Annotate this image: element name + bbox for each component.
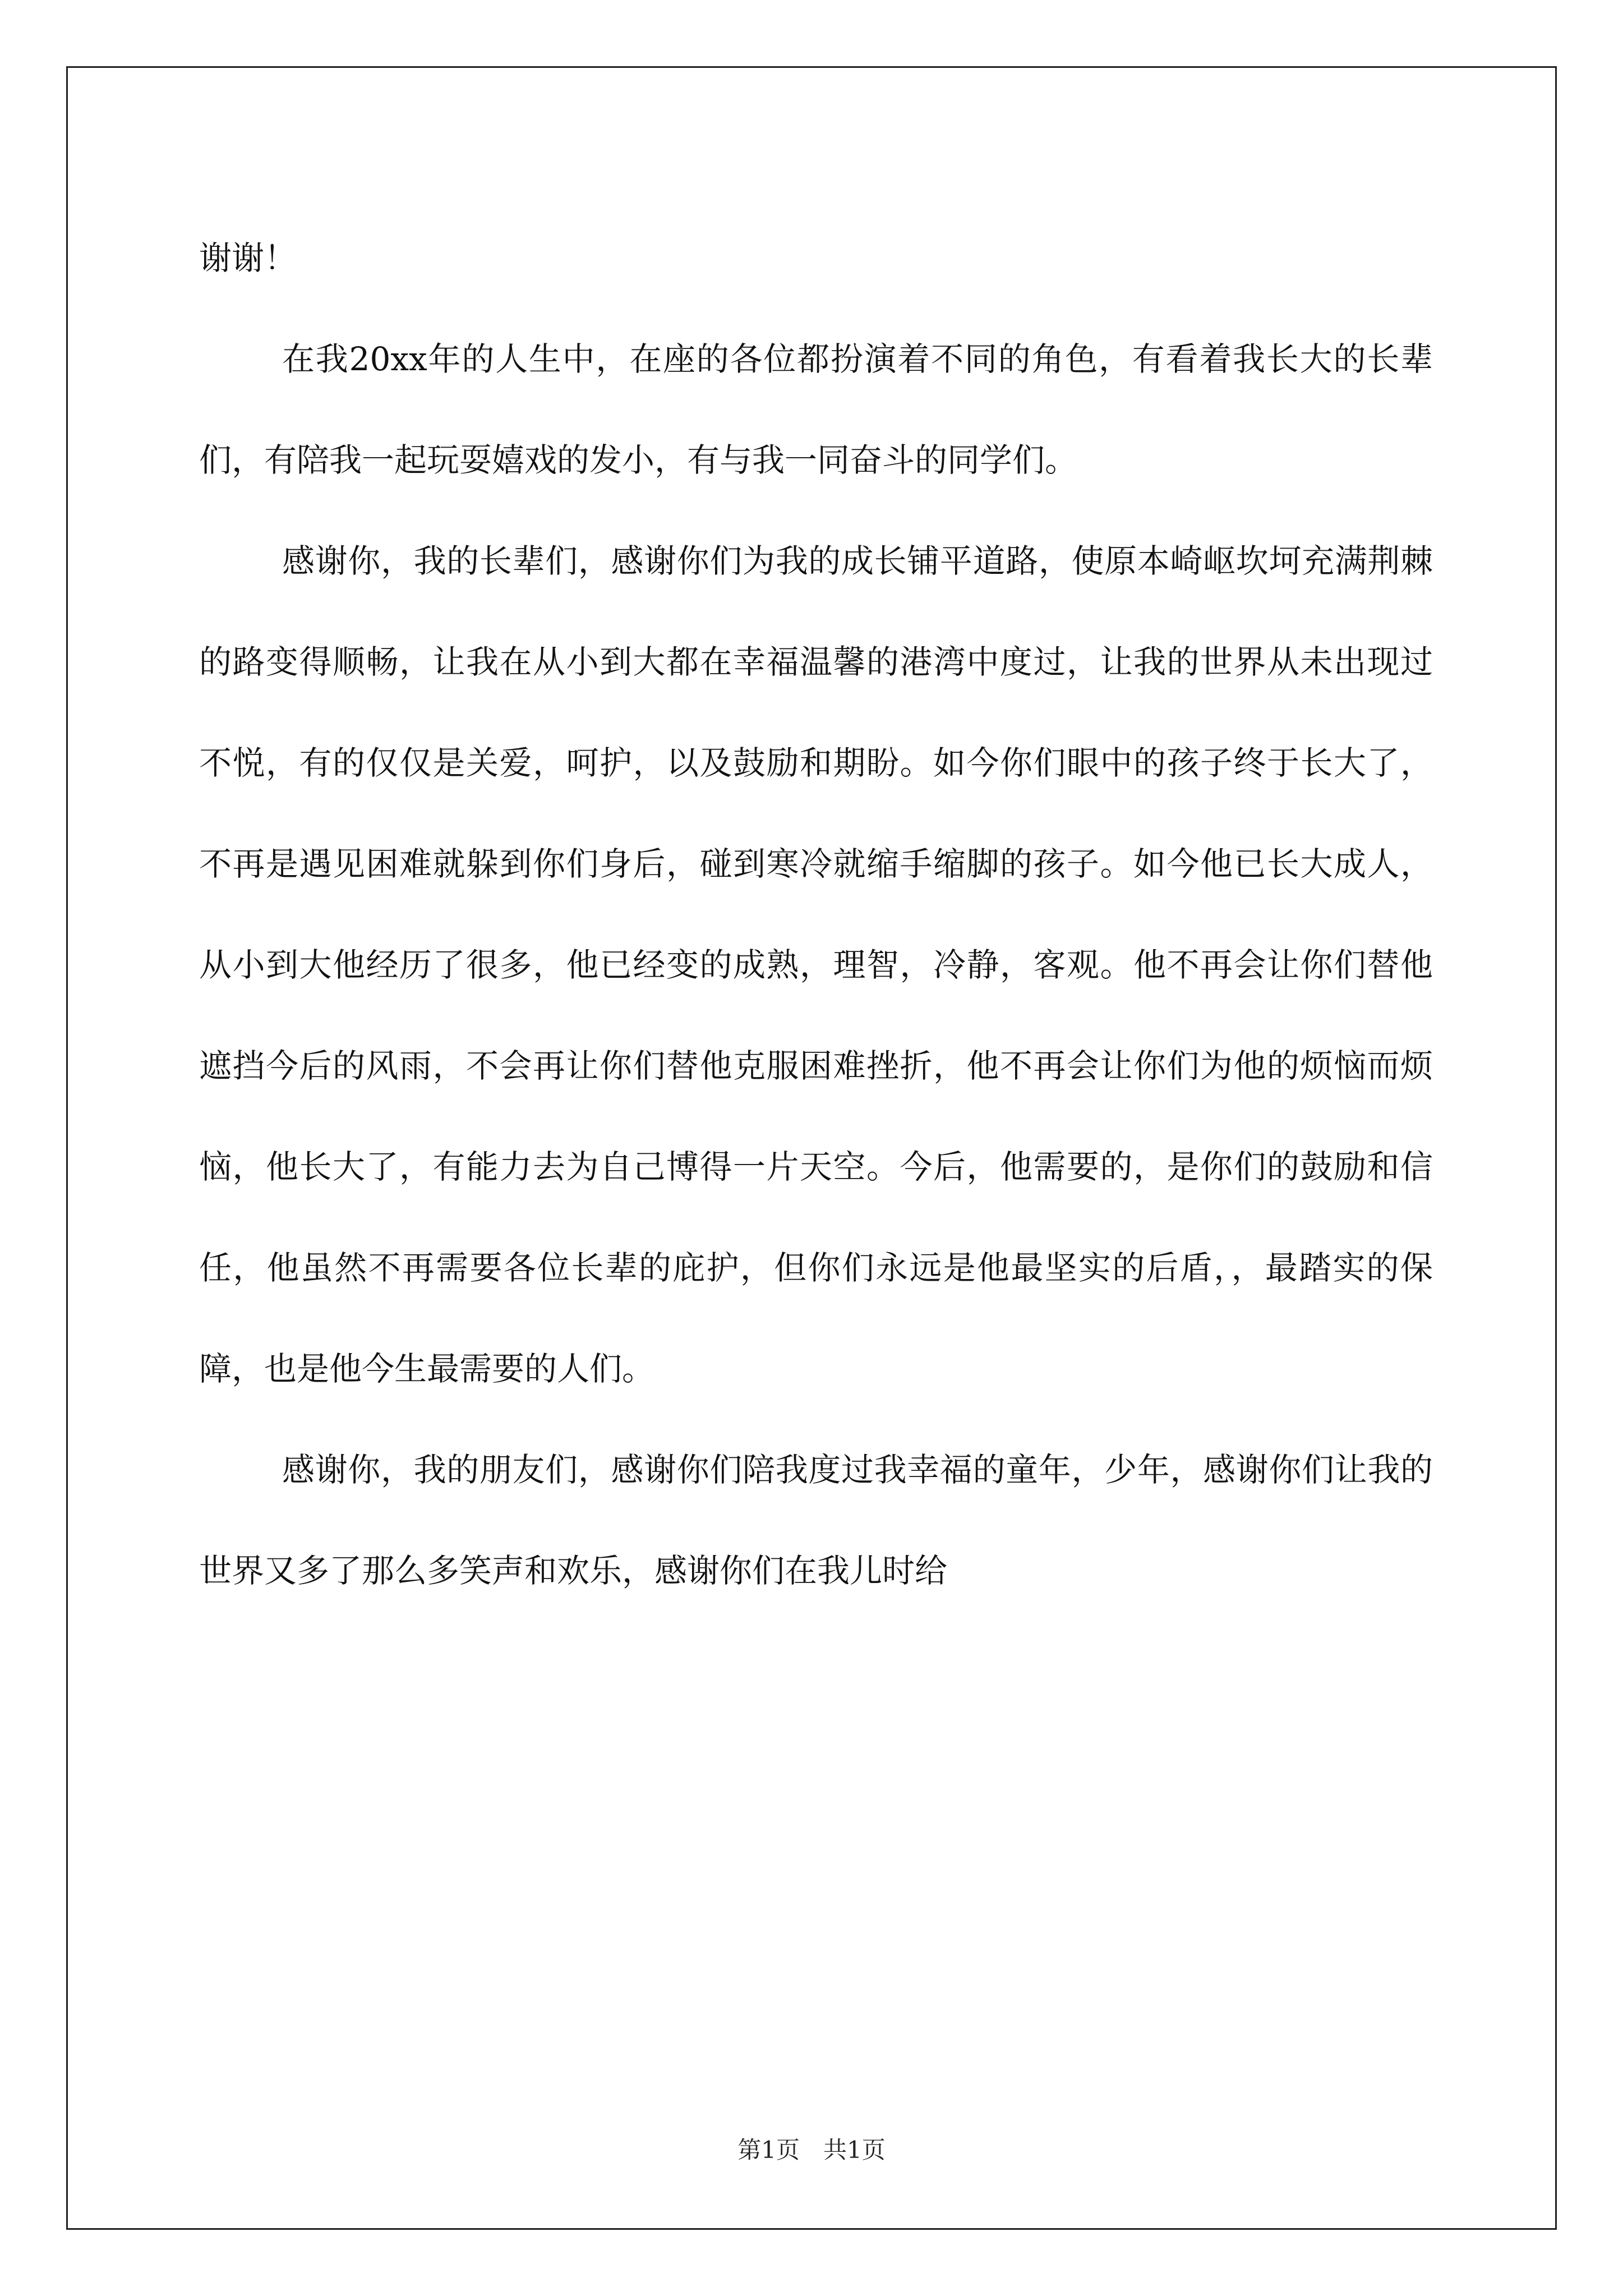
paragraph-elders: 感谢你，我的长辈们，感谢你们为我的成长铺平道路，使原本崎岖坎坷充满荆棘的路变得顺畅，让我在从小到大都在幸福温馨的港湾中度过，让我的世界从未出现过不悦，有的仅仅是关爱，呵护，以及鼓励和期盼。如今你们眼中的孩子终于长大了，不再是遇见困难就躲到你们身后，碰到寒冷就缩手缩脚的孩子。如今他已长大成人，从小到大他经历了很多，他已经变的成熟，理智，冷静，客观。他不再会让你们替他遮挡今后的风雨，不会再让你们替他克服困难挫折，他不再会让你们为他的烦恼而烦恼，他长大了，有能力去为自己博得一片天空。今后，他需要的，是你们的鼓励和信任，他虽然不再需要各位长辈的庇护，但你们永远是他最坚实的后盾，，最踏实的保障，也是他今生最需要的人们。: [199, 542, 1433, 1388]
paragraph-friends: 感谢你，我的朋友们，感谢你们陪我度过我幸福的童年，少年，感谢你们让我的世界又多了那么多笑声和欢乐，感谢你们在我儿时给: [199, 1451, 1433, 1590]
page-footer: 第1页 共1页: [737, 2136, 886, 2164]
paragraph-thanks: 谢谢！: [199, 239, 297, 277]
document-body: [199, 208, 1433, 1621]
paragraph-intro: 在我20xx年的人生中，在座的各位都扮演着不同的角色，有看着我长大的长辈们，有陪我一起玩耍嬉戏的发小，有与我一同奋斗的同学们。: [199, 340, 1433, 479]
